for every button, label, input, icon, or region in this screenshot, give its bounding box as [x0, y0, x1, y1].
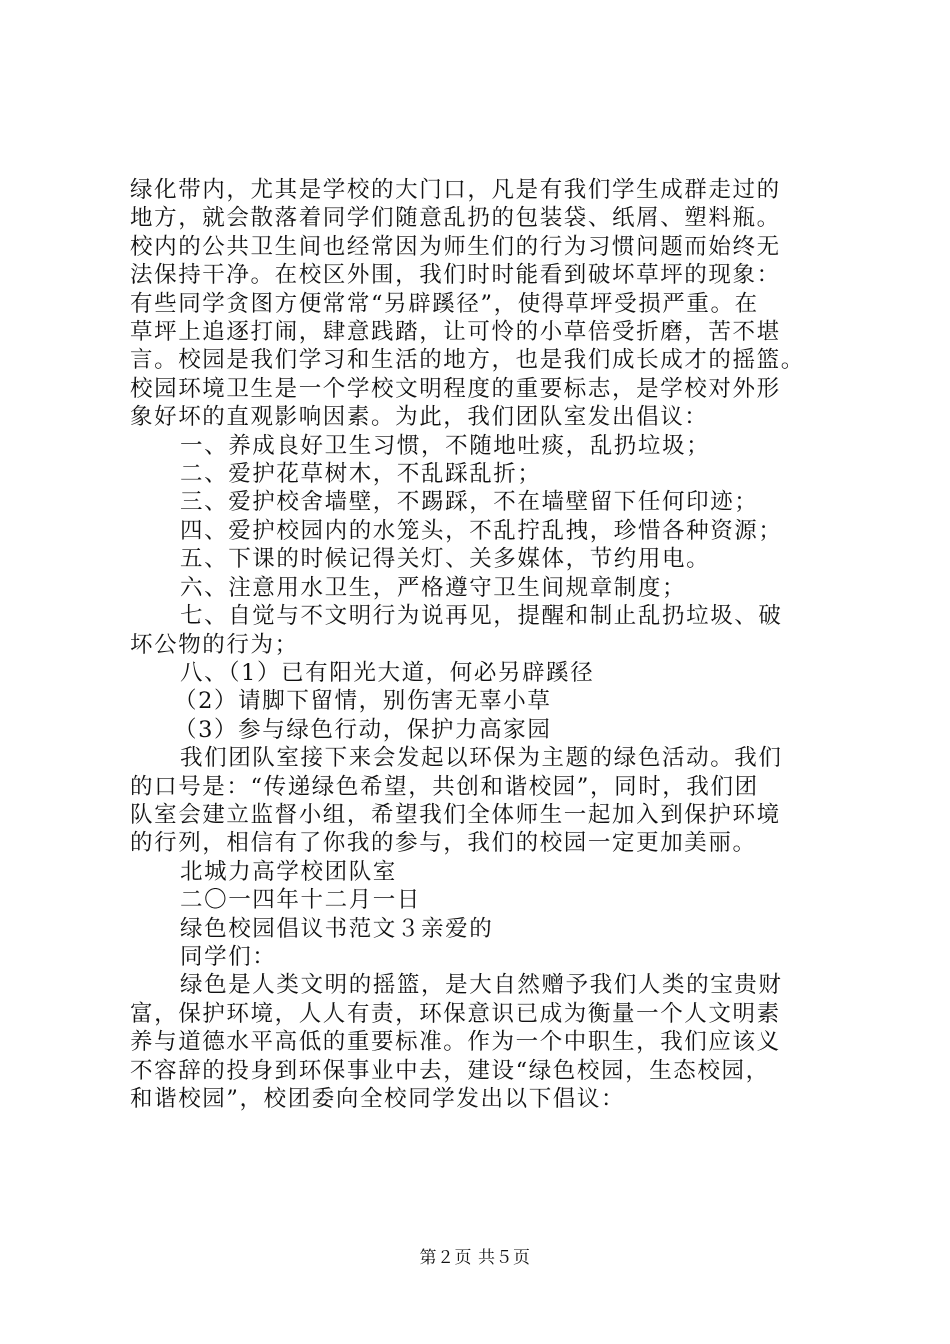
text-line: 象好坏的直观影响因素。为此，我们团队室发出倡议： — [130, 404, 709, 431]
text-line: 一、养成良好卫生习惯，不随地吐痰，乱扔垃圾； — [180, 432, 711, 459]
text-line: 北城力高学校团队室 — [180, 858, 397, 885]
text-line: 绿色是人类文明的摇篮，是大自然赠予我们人类的宝贵财 — [180, 972, 783, 999]
text-line: 法保持干净。在校区外围，我们时时能看到破坏草坪的现象： — [130, 262, 781, 289]
text-line: 坏公物的行为； — [130, 631, 299, 658]
page-footer: 第２页 共５页 — [419, 1248, 531, 1268]
text-line: 绿化带内，尤其是学校的大门口，凡是有我们学生成群走过的 — [130, 177, 781, 203]
text-line: 同学们： — [180, 943, 277, 970]
text-line: 的行列，相信有了你我的参与，我们的校园一定更加美丽。 — [130, 830, 757, 857]
text-line: 富，保护环境，人人有责，环保意识已成为衡量一个人文明素 — [130, 1000, 781, 1027]
text-line: 不容辞的投身到环保事业中去，建设“绿色校园，生态校园， — [130, 1057, 770, 1084]
text-line: 草坪上追逐打闹，肆意践踏，让可怜的小草倍受折磨，苦不堪 — [130, 319, 781, 346]
text-line: 和谐校园”，校团委向全校同学发出以下倡议： — [130, 1086, 626, 1112]
text-line: 校园环境卫生是一个学校文明程度的重要标志，是学校对外形 — [130, 375, 781, 402]
text-line: 绿色校园倡议书范文３亲爱的 — [180, 915, 494, 942]
text-line: 养与道德水平高低的重要标准。作为一个中职生，我们应该义 — [130, 1029, 781, 1056]
text-line: 八、（1）已有阳光大道，何必另辟蹊径 — [180, 659, 595, 686]
text-line: 地方，就会散落着同学们随意乱扔的包装袋、纸屑、塑料瓶。 — [130, 205, 781, 232]
document-body — [130, 176, 830, 1113]
text-line: 五、下课的时候记得关灯、关多媒体，节约用电。 — [180, 546, 711, 573]
text-line: 校内的公共卫生间也经常因为师生们的行为习惯问题而始终无 — [130, 233, 781, 260]
text-line: 三、爱护校舍墙壁，不踢踩，不在墙壁留下任何印迹； — [180, 489, 759, 516]
text-line: 的口号是：“传递绿色希望，共创和谐校园”，同时，我们团 — [130, 773, 759, 800]
text-line: 我们团队室接下来会发起以环保为主题的绿色活动。我们 — [180, 745, 783, 772]
text-line: （2）请脚下留情，别伤害无辜小草 — [174, 688, 552, 715]
text-line: 队室会建立监督小组，希望我们全体师生一起加入到保护环境 — [130, 801, 781, 828]
text-line: 言。校园是我们学习和生活的地方，也是我们成长成才的摇篮。 — [130, 347, 805, 374]
text-line: 有些同学贪图方便常常“另辟蹊径”，使得草坪受损严重。在 — [130, 290, 759, 317]
text-line: 六、注意用水卫生，严格遵守卫生间规章制度； — [180, 574, 687, 601]
text-line: 四、爱护校园内的水笼头，不乱拧乱拽，珍惜各种资源； — [180, 517, 783, 544]
text-line: 二、爱护花草树木，不乱踩乱折； — [180, 461, 542, 488]
text-line: （3）参与绿色行动，保护力高家园 — [174, 716, 552, 743]
text-line: 二〇一四年十二月一日 — [180, 887, 422, 914]
text-line: 七、自觉与不文明行为说再见，提醒和制止乱扔垃圾、破 — [180, 603, 783, 630]
